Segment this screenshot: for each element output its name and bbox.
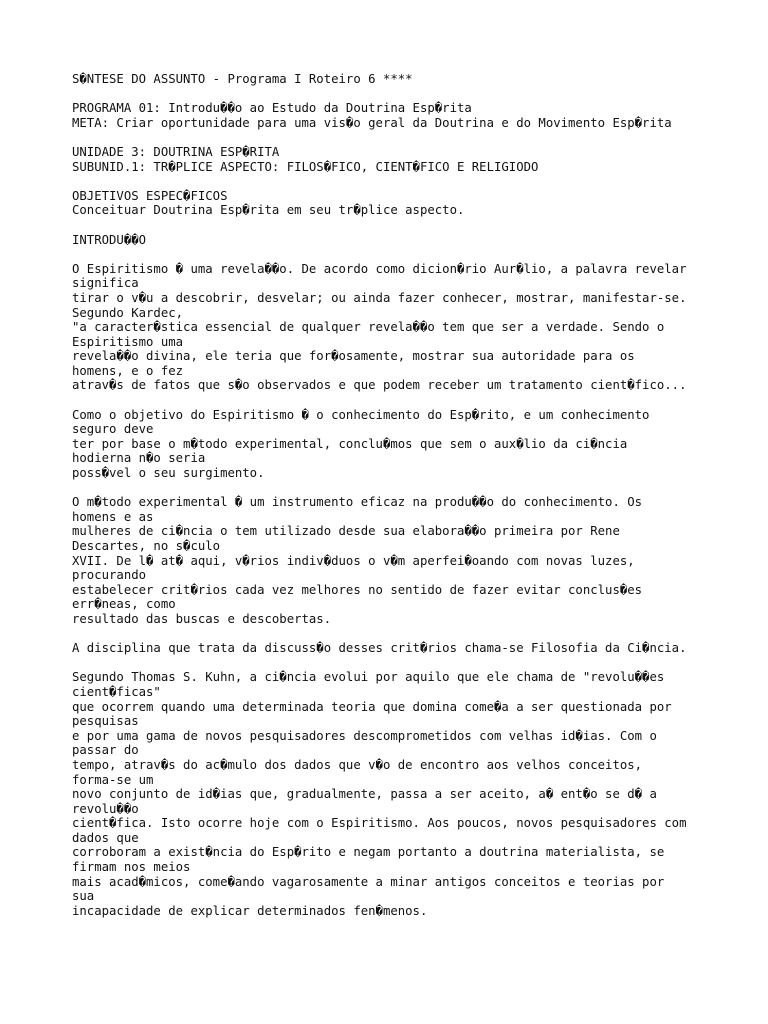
text-line: resultado das buscas e descobertas.	[72, 611, 332, 626]
text-line: PROGRAMA 01: Introdu��o ao Estudo da Doutrina Esp�rita	[72, 101, 472, 116]
blank-line	[72, 247, 732, 262]
blank-line	[72, 627, 732, 642]
text-line: O Espiritismo � uma revela��o. De acordo como dicion�rio Aur�lio, a palavra revelar	[72, 261, 687, 276]
text-line: Conceituar Doutrina Esp�rita em seu tr�plice aspecto.	[72, 203, 465, 218]
text-line: S�NTESE DO ASSUNTO - Programa I Roteiro 6 ****	[72, 72, 413, 86]
text-line: revolu��o	[72, 801, 139, 816]
text-line: dados que	[72, 830, 139, 845]
text-line: Descartes, no s�culo	[72, 539, 221, 553]
blank-line	[72, 87, 732, 102]
text-line: que ocorrem quando uma determinada teoria que domina come�a a ser questionada por	[72, 699, 672, 714]
text-line: forma-se um	[72, 772, 154, 787]
text-line: O m�todo experimental � um instrumento eficaz na produ��o do conhecimento. Os	[72, 495, 643, 510]
document-page	[72, 72, 732, 918]
text-line: XVII. De l� at� aqui, v�rios indiv�duos o v�m aperfei�oando com novas luzes,	[72, 553, 635, 568]
text-line: atrav�s de fatos que s�o observados e que podem receber um tratamento cient�fico...	[72, 378, 687, 393]
blank-line	[72, 130, 732, 145]
blank-line	[72, 174, 732, 189]
text-line: Como o objetivo do Espiritismo � o conhecimento do Esp�rito, e um conhecimento	[72, 407, 650, 422]
text-line: passar do	[72, 743, 139, 758]
text-line: e por uma gama de novos pesquisadores descomprometidos com velhas id�ias. Com o	[72, 728, 657, 743]
text-line: hodierna n�o seria	[72, 451, 206, 466]
text-line: "a caracter�stica essencial de qualquer revela��o tem que ser a verdade. Sendo o	[72, 320, 665, 335]
text-line: ter por base o m�todo experimental, conclu�mos que sem o aux�lio da ci�ncia	[72, 436, 628, 451]
text-line: OBJETIVOS ESPEC�FICOS	[72, 188, 228, 203]
text-line: cient�fica. Isto ocorre hoje com o Espiritismo. Aos poucos, novos pesquisadores com	[72, 816, 687, 831]
blank-line	[72, 393, 732, 408]
text-line: cient�ficas"	[72, 684, 161, 699]
text-line: incapacidade de explicar determinados fen�menos.	[72, 903, 428, 918]
text-line: mais acad�micos, come�ando vagarosamente a minar antigos conceitos e teorias por	[72, 874, 665, 889]
blank-line	[72, 481, 732, 496]
text-line: tempo, atrav�s do ac�mulo dos dados que v�o de encontro aos velhos conceitos,	[72, 757, 643, 772]
text-line: UNIDADE 3: DOUTRINA ESP�RITA	[72, 144, 280, 159]
text-line: corroboram a exist�ncia do Esp�rito e negam portanto a doutrina materialista, se	[72, 845, 665, 860]
text-line: tirar o v�u a descobrir, desvelar; ou ainda fazer conhecer, mostrar, manifestar-se.	[72, 290, 687, 305]
text-line: Espiritismo uma	[72, 334, 184, 349]
text-line: A disciplina que trata da discuss�o desses crit�rios chama-se Filosofia da Ci�ncia.	[72, 641, 687, 656]
text-line: sua	[72, 889, 95, 904]
text-line: INTRODU��O	[72, 232, 147, 247]
text-line: err�neas, como	[72, 597, 176, 612]
text-line: mulheres de ci�ncia o tem utilizado desde sua elabora��o primeira por Rene	[72, 524, 620, 539]
text-line: Segundo Thomas S. Kuhn, a ci�ncia evolui por aquilo que ele chama de "revolu��es	[72, 670, 665, 685]
text-line: significa	[72, 276, 139, 291]
text-line: novo conjunto de id�ias que, gradualmente, passa a ser aceito, a� ent�o se d� a	[72, 787, 657, 802]
text-line: pesquisas	[72, 714, 139, 729]
blank-line	[72, 656, 732, 671]
text-line: Segundo Kardec,	[72, 305, 184, 320]
text-line: seguro deve	[72, 422, 154, 437]
text-line: homens, e o fez	[72, 363, 184, 378]
blank-line	[72, 218, 732, 233]
text-line: firmam nos meios	[72, 860, 191, 875]
text-line: poss�vel o seu surgimento.	[72, 466, 265, 481]
text-line: SUBUNID.1: TR�PLICE ASPECTO: FILOS�FICO, CIENT�FICO E RELIGIODO	[72, 159, 539, 174]
text-line: META: Criar oportunidade para uma vis�o geral da Doutrina e do Movimento Esp�rita	[72, 115, 672, 130]
text-line: procurando	[72, 568, 147, 583]
text-line: estabelecer crit�rios cada vez melhores no sentido de fazer evitar conclus�es	[72, 582, 643, 597]
text-line: homens e as	[72, 509, 154, 524]
text-line: revela��o divina, ele teria que for�osamente, mostrar sua autoridade para os	[72, 349, 635, 364]
